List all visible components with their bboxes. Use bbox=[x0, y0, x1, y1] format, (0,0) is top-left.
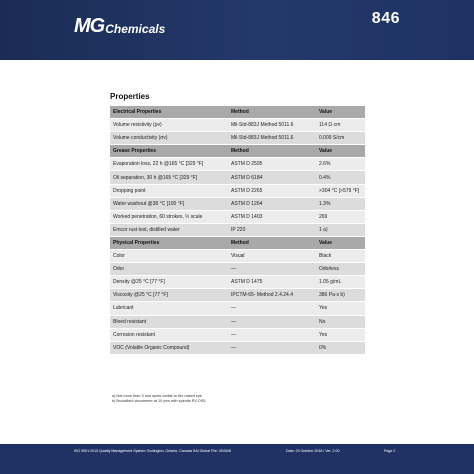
table-row bbox=[110, 210, 365, 223]
property-cell: VOC (Volatile Organic Compound) bbox=[110, 341, 228, 354]
value-cell: 0.009 S/cm bbox=[316, 132, 365, 145]
value-cell: 2.6% bbox=[316, 158, 365, 171]
header-banner bbox=[0, 0, 474, 60]
value-cell: 1.05 g/mL bbox=[316, 276, 365, 289]
logo-mg-text: MG bbox=[74, 15, 105, 37]
footnote-a: a) Not more than 3 rust spots visible to the naked eye. bbox=[112, 394, 203, 398]
method-cell: ASTM D 1264 bbox=[228, 197, 316, 210]
property-cell: Volume resistivity (ρv) bbox=[110, 119, 228, 132]
property-cell: Volume conductivity (σv) bbox=[110, 132, 228, 145]
value-cell: >304 °C [>579 °F] bbox=[316, 184, 365, 197]
value-cell: Yes bbox=[316, 328, 365, 341]
property-cell: Evaporation loss, 22 h @165 °C [329 °F] bbox=[110, 158, 228, 171]
method-cell: IP 220 bbox=[228, 223, 316, 236]
method-cell: IPCTM-65- Method 2.4.24.4 bbox=[228, 289, 316, 302]
physical-header-cell: Physical Properties bbox=[110, 236, 228, 249]
method-cell: — bbox=[228, 263, 316, 276]
table-row bbox=[110, 119, 365, 132]
grease-header-row bbox=[110, 145, 365, 158]
property-cell: Dropping point bbox=[110, 184, 228, 197]
property-cell: Water washout @38 °C [100 °F] bbox=[110, 197, 228, 210]
method-cell: ASTM D 2265 bbox=[228, 184, 316, 197]
value-cell: 386 Pa·s b) bbox=[316, 289, 365, 302]
method-cell: — bbox=[228, 315, 316, 328]
footnotes bbox=[112, 394, 206, 404]
table-row bbox=[110, 276, 365, 289]
physical-header-row bbox=[110, 236, 365, 249]
table-row bbox=[110, 132, 365, 145]
footer-banner bbox=[0, 444, 474, 474]
property-cell: Corrosion resistant bbox=[110, 328, 228, 341]
method-cell: ASTM D 1475 bbox=[228, 276, 316, 289]
method-cell: ASTM D 2595 bbox=[228, 158, 316, 171]
property-cell: Lubricant bbox=[110, 302, 228, 315]
table-row bbox=[110, 171, 365, 184]
section-title: Properties bbox=[110, 92, 150, 101]
table-row bbox=[110, 302, 365, 315]
grease-header-cell: Method bbox=[228, 145, 316, 158]
table-row bbox=[110, 250, 365, 263]
property-cell: Worked penetration, 60 strokes, ½ scale bbox=[110, 210, 228, 223]
grease-header-cell: Value bbox=[316, 145, 365, 158]
value-cell: Yes bbox=[316, 302, 365, 315]
properties-table bbox=[110, 106, 365, 355]
property-cell: Density @25 °C [77 °F] bbox=[110, 276, 228, 289]
table-row bbox=[110, 341, 365, 354]
product-number: 846 bbox=[371, 10, 400, 27]
physical-header-cell: Value bbox=[316, 236, 365, 249]
method-cell: ASTM D 6184 bbox=[228, 171, 316, 184]
value-cell: 114 Ω·cm bbox=[316, 119, 365, 132]
grease-header-cell: Grease Properties bbox=[110, 145, 228, 158]
electrical-header-row bbox=[110, 106, 365, 119]
table-row bbox=[110, 197, 365, 210]
value-cell: Black bbox=[316, 250, 365, 263]
property-cell: Viscosity @25 °C [77 °F] bbox=[110, 289, 228, 302]
property-cell: Emcor rust test, distilled water bbox=[110, 223, 228, 236]
value-cell: 1.3% bbox=[316, 197, 365, 210]
footnote-b: b) Brookfield viscometer at 10 rpm with spindle RV DS5. bbox=[112, 399, 207, 403]
method-cell: — bbox=[228, 302, 316, 315]
method-cell: ASTM D 1403 bbox=[228, 210, 316, 223]
footer-page-number: Page 2 bbox=[384, 449, 396, 453]
method-cell: Mil-Std-883J Method 5011.6 bbox=[228, 132, 316, 145]
table-row bbox=[110, 328, 365, 341]
physical-header-cell: Method bbox=[228, 236, 316, 249]
footer-quality-statement: ISO 9001:2015 Quality Management System: Burlington, Ontario, Canada SAI Global File: 004008 bbox=[74, 449, 231, 453]
logo-chemicals-text: Chemicals bbox=[105, 22, 166, 36]
value-cell: Odorless bbox=[316, 263, 365, 276]
value-cell: 0.4% bbox=[316, 171, 365, 184]
method-cell: — bbox=[228, 341, 316, 354]
value-cell: 269 bbox=[316, 210, 365, 223]
footer-date-version: Date: 03 October 2018 / Ver. 2.00 bbox=[286, 449, 340, 453]
method-cell: — bbox=[228, 328, 316, 341]
electrical-header-cell: Electrical Properties bbox=[110, 106, 228, 119]
property-cell: Oil separation, 30 h @165 °C [329 °F] bbox=[110, 171, 228, 184]
method-cell: Mil-Std-883J Method 5011.6 bbox=[228, 119, 316, 132]
value-cell: 0% bbox=[316, 341, 365, 354]
value-cell: No bbox=[316, 315, 365, 328]
property-cell: Bleed resistant bbox=[110, 315, 228, 328]
electrical-header-cell: Value bbox=[316, 106, 365, 119]
table-row bbox=[110, 184, 365, 197]
table-row bbox=[110, 223, 365, 236]
company-logo bbox=[74, 14, 165, 36]
property-cell: Color bbox=[110, 250, 228, 263]
table-row bbox=[110, 158, 365, 171]
electrical-header-cell: Method bbox=[228, 106, 316, 119]
method-cell: Visual bbox=[228, 250, 316, 263]
value-cell: 1 a) bbox=[316, 223, 365, 236]
property-cell: Odor bbox=[110, 263, 228, 276]
table-row bbox=[110, 289, 365, 302]
table-row bbox=[110, 263, 365, 276]
table-row bbox=[110, 315, 365, 328]
